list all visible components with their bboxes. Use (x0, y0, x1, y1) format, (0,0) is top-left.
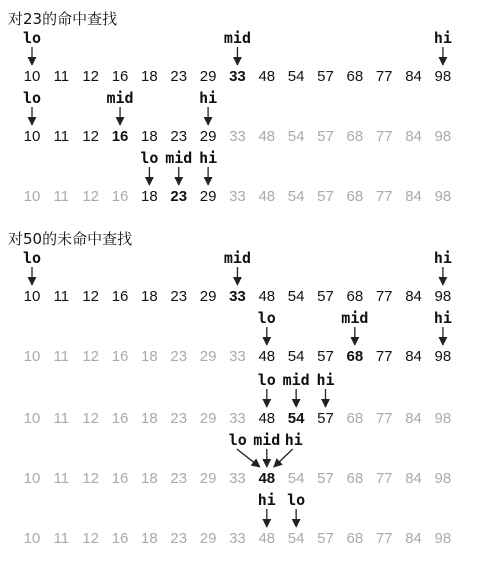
array-value: 84 (405, 470, 422, 487)
array-value: 18 (141, 288, 158, 305)
array-value: 10 (23, 68, 41, 85)
array-value: 18 (141, 470, 158, 487)
array-value: 16 (111, 128, 129, 145)
array-value: 84 (405, 530, 422, 547)
hi-arrow (274, 449, 293, 467)
array-value: 12 (82, 410, 100, 427)
array-value: 57 (317, 68, 334, 85)
array-value: 29 (199, 288, 217, 305)
lo-pointer: lo (22, 89, 42, 107)
array-value: 16 (111, 470, 129, 487)
array-value: 54 (287, 470, 305, 487)
array-value: 16 (111, 348, 129, 365)
mid-pointer: mid (165, 149, 193, 167)
array-value: 77 (375, 470, 393, 487)
array-value: 12 (82, 288, 100, 305)
array-value: 98 (434, 188, 452, 205)
array-value: 54 (287, 68, 305, 85)
array-value: 29 (199, 410, 217, 427)
array-value: 84 (405, 68, 422, 85)
array-value: 16 (111, 530, 129, 547)
array-value: 77 (375, 288, 393, 305)
array-value: 68 (346, 188, 364, 205)
array-value: 68 (346, 470, 364, 487)
array-value: 98 (434, 288, 452, 305)
array-value: 18 (141, 410, 158, 427)
array-value: 10 (23, 530, 41, 547)
array-value: 33 (229, 348, 246, 365)
array-value: 84 (405, 188, 422, 205)
array-value: 98 (434, 410, 452, 427)
lo-pointer: lo (228, 431, 247, 449)
array-value: 23 (170, 68, 188, 85)
hi-pointer: hi (433, 249, 452, 267)
array-value: 12 (82, 470, 100, 487)
array-value: 84 (405, 128, 422, 145)
array-value: 23 (170, 410, 188, 427)
lo-pointer: lo (257, 309, 276, 327)
array-value: 23 (170, 470, 188, 487)
array-value: 18 (141, 348, 158, 365)
array-value: 77 (375, 68, 393, 85)
array-value: 16 (111, 410, 129, 427)
section-title-hit: 对23的命中查找 (8, 10, 118, 28)
array-value: 33 (229, 410, 246, 427)
array-value: 98 (434, 68, 452, 85)
hi-pointer: hi (199, 149, 218, 167)
array-value: 18 (141, 530, 158, 547)
hi-pointer: hi (284, 431, 303, 449)
mid-pointer: mid (253, 431, 281, 449)
array-value: 68 (346, 530, 364, 547)
lo-arrow (237, 449, 260, 467)
array-value: 33 (229, 128, 246, 145)
mid-pointer: mid (282, 371, 310, 389)
mid-pointer: mid (341, 309, 369, 327)
array-value: 12 (82, 188, 100, 205)
array-value: 98 (434, 530, 452, 547)
array-value: 11 (53, 470, 70, 487)
array-value: 54 (287, 188, 305, 205)
array-value: 77 (375, 188, 393, 205)
array-value: 57 (317, 188, 334, 205)
array-value: 54 (287, 530, 305, 547)
array-value: 29 (199, 128, 217, 145)
array-value: 57 (317, 470, 334, 487)
array-value: 48 (258, 470, 276, 487)
array-value: 29 (199, 530, 217, 547)
array-value: 10 (23, 470, 41, 487)
array-value: 57 (317, 410, 334, 427)
array-value: 77 (375, 348, 393, 365)
array-value: 11 (53, 530, 70, 547)
lo-pointer: lo (140, 149, 159, 167)
array-value: 23 (170, 288, 188, 305)
lo-pointer: lo (257, 371, 276, 389)
array-value: 98 (434, 470, 452, 487)
array-value: 48 (258, 288, 276, 305)
array-value: 57 (317, 128, 334, 145)
array-value: 48 (258, 68, 276, 85)
hi-pointer: hi (316, 371, 335, 389)
array-value: 12 (82, 128, 100, 145)
array-value: 57 (317, 288, 334, 305)
array-value: 16 (111, 68, 129, 85)
array-value: 68 (346, 288, 364, 305)
array-value: 18 (141, 188, 158, 205)
lo-pointer: lo (287, 491, 306, 509)
array-value: 54 (287, 288, 305, 305)
array-value: 23 (170, 188, 188, 205)
array-value: 33 (229, 470, 246, 487)
array-value: 84 (405, 410, 422, 427)
array-value: 12 (82, 348, 100, 365)
array-value: 54 (287, 128, 305, 145)
array-value: 33 (229, 68, 246, 85)
array-value: 10 (23, 188, 41, 205)
array-value: 18 (141, 68, 158, 85)
array-value: 68 (346, 410, 364, 427)
array-value: 48 (258, 530, 276, 547)
array-value: 23 (170, 348, 188, 365)
array-value: 10 (23, 348, 41, 365)
section-title-miss: 对50的未命中查找 (8, 230, 133, 248)
array-value: 29 (199, 68, 217, 85)
array-value: 68 (346, 128, 364, 145)
lo-pointer: lo (22, 29, 42, 47)
array-value: 98 (434, 128, 452, 145)
array-value: 68 (346, 68, 364, 85)
array-value: 10 (23, 410, 41, 427)
array-value: 12 (82, 68, 100, 85)
array-value: 77 (375, 128, 393, 145)
array-value: 16 (111, 288, 129, 305)
array-value: 11 (53, 410, 70, 427)
array-value: 33 (229, 288, 246, 305)
array-value: 23 (170, 128, 188, 145)
mid-pointer: mid (106, 89, 134, 107)
array-value: 11 (53, 288, 70, 305)
array-value: 18 (141, 128, 158, 145)
array-value: 33 (229, 188, 246, 205)
array-value: 29 (199, 188, 217, 205)
array-value: 10 (23, 288, 41, 305)
mid-pointer: mid (223, 249, 251, 267)
array-value: 98 (434, 348, 452, 365)
hi-pointer: hi (257, 491, 276, 509)
array-value: 10 (23, 128, 41, 145)
array-value: 48 (258, 188, 276, 205)
array-value: 84 (405, 288, 422, 305)
array-value: 77 (375, 410, 393, 427)
array-value: 54 (287, 348, 305, 365)
array-value: 11 (53, 348, 70, 365)
array-value: 29 (199, 348, 217, 365)
mid-pointer: mid (223, 29, 251, 47)
array-value: 48 (258, 128, 276, 145)
array-value: 33 (229, 530, 246, 547)
array-value: 11 (53, 128, 70, 145)
array-value: 12 (82, 530, 100, 547)
array-value: 11 (53, 68, 70, 85)
array-value: 48 (258, 410, 276, 427)
hi-pointer: hi (433, 309, 452, 327)
array-value: 57 (317, 348, 334, 365)
hi-pointer: hi (433, 29, 452, 47)
array-value: 11 (53, 188, 70, 205)
array-value: 54 (287, 410, 305, 427)
array-value: 57 (317, 530, 334, 547)
array-value: 68 (346, 348, 364, 365)
lo-pointer: lo (22, 249, 42, 267)
array-value: 84 (405, 348, 422, 365)
array-value: 16 (111, 188, 129, 205)
array-value: 29 (199, 470, 217, 487)
array-value: 77 (375, 530, 393, 547)
hi-pointer: hi (199, 89, 218, 107)
array-value: 23 (170, 530, 188, 547)
array-value: 48 (258, 348, 276, 365)
